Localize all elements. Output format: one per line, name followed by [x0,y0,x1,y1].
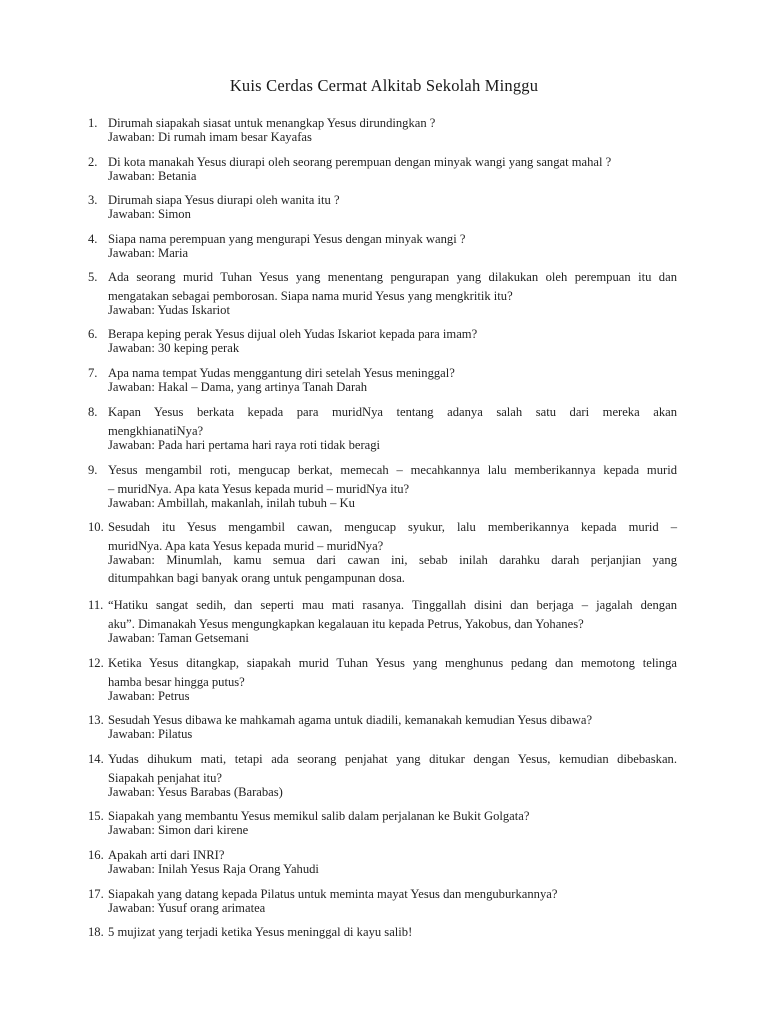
answer-text: Jawaban: Taman Getsemani [108,630,249,645]
question-number: 16. [88,848,104,862]
page-title: Kuis Cerdas Cermat Alkitab Sekolah Minggu [229,76,539,95]
answer-text: Jawaban: Yusuf orang arimatea [108,900,266,915]
answer-text: Jawaban: Ambillah, makanlah, inilah tubuh – Ku [108,495,355,510]
question-number: 12. [88,656,104,670]
question-text: – muridNya. Apa kata Yesus kepada murid – muridNya itu? [108,481,410,496]
answer-text: Jawaban: Yesus Barabas (Barabas) [108,784,283,799]
question-number: 2. [88,155,98,169]
question-item [88,271,677,317]
question-item [88,464,677,510]
question-text: Di kota manakah Yesus diurapi oleh seorang perempuan dengan minyak wangi yang sangat mahal ? [108,155,612,169]
question-number: 3. [88,193,98,207]
answer-text: Jawaban: Petrus [108,688,190,703]
question-text: Yesus mengambil roti, mengucap berkat, memecah – mecahkannya lalu memberikannya kepada murid [108,463,677,477]
answer-text: Jawaban: Hakal – Dama, yang artinya Tanah Darah [108,379,368,394]
question-text: Apa nama tempat Yudas menggantung diri setelah Yesus meninggal? [108,366,455,380]
question-item [88,753,677,799]
question-text: hamba besar hingga putus? [108,674,245,689]
answer-text: Jawaban: Betania [108,168,197,183]
question-item [88,714,677,742]
question-number: 15. [88,809,104,823]
question-text: Ada seorang murid Tuhan Yesus yang menentang pengurapan yang dilakukan oleh perempuan itu dan [108,270,677,284]
question-item [88,657,677,703]
question-number: 6. [88,327,98,341]
answer-text: Jawaban: Minumlah, kamu semua dari cawan ini, sebab inilah darahku darah perjanjian yang [108,552,677,567]
question-text: Berapa keping perak Yesus dijual oleh Yudas Iskariot kepada para imam? [108,327,478,341]
question-number: 14. [88,752,104,766]
question-number: 4. [88,232,98,246]
question-item [88,599,677,645]
question-number: 10. [88,520,104,534]
question-item [88,367,677,395]
question-item [88,888,677,916]
question-number: 13. [88,713,104,727]
answer-text: Jawaban: Simon dari kirene [108,822,249,837]
question-text: “Hatiku sangat sedih, dan seperti mau mati rasanya. Tinggallah disini dan berjaga – jagalah dengan [108,598,677,612]
question-text: Kapan Yesus berkata kepada para muridNya tentang adanya salah satu dari mereka akan [108,405,677,419]
question-text: mengkhianatiNya? [108,423,204,438]
question-text: Sesudah Yesus dibawa ke mahkamah agama untuk diadili, kemanakah kemudian Yesus dibawa? [108,713,593,727]
question-text: Sesudah itu Yesus mengambil cawan, mengucap syukur, lalu memberikannya kepada murid – [108,520,677,534]
question-item [88,521,677,586]
question-text: aku”. Dimanakah Yesus mengungkapkan kegalauan itu kepada Petrus, Yakobus, dan Yohanes? [108,616,584,631]
question-number: 18. [88,925,104,939]
answer-text: Jawaban: Maria [108,245,189,260]
question-number: 11. [88,598,104,612]
answer-text: Jawaban: Simon [108,206,191,221]
question-text: mengatakan sebagai pemborosan. Siapa nama murid Yesus yang mengkritik itu? [108,288,513,303]
question-item [88,328,677,356]
answer-text: Jawaban: Di rumah imam besar Kayafas [108,129,312,144]
question-text: Dirumah siapa Yesus diurapi oleh wanita itu ? [108,193,340,207]
question-item [88,926,677,940]
answer-text: Jawaban: Pada hari pertama hari raya roti tidak beragi [108,437,381,452]
question-number: 5. [88,270,98,284]
question-item [88,233,677,261]
question-number: 1. [88,116,98,130]
question-text: 5 mujizat yang terjadi ketika Yesus meninggal di kayu salib! [108,925,413,939]
question-number: 7. [88,366,98,380]
question-text: Siapakah penjahat itu? [108,770,223,785]
answer-text: Jawaban: Yudas Iskariot [108,302,230,317]
question-text: Siapa nama perempuan yang mengurapi Yesus dengan minyak wangi ? [108,232,466,246]
question-item [88,849,677,877]
question-item [88,117,677,145]
question-item [88,194,677,222]
answer-text: Jawaban: Inilah Yesus Raja Orang Yahudi [108,861,319,876]
question-text: Apakah arti dari INRI? [108,848,225,862]
question-text: Yudas dihukum mati, tetapi ada seorang penjahat yang ditukar dengan Yesus, kemudian dibebaskan. [108,752,677,766]
question-number: 9. [88,463,98,477]
question-number: 17. [88,887,104,901]
question-item [88,156,677,184]
answer-text: Jawaban: Pilatus [108,726,193,741]
question-number: 8. [88,405,98,419]
question-item [88,810,677,838]
question-item [88,406,677,452]
question-text: Dirumah siapakah siasat untuk menangkap Yesus dirundingkan ? [108,116,436,130]
answer-text: ditumpahkan bagi banyak orang untuk pengampunan dosa. [108,571,405,586]
question-text: Siapakah yang membantu Yesus memikul salib dalam perjalanan ke Bukit Golgata? [108,809,530,823]
question-text: muridNya. Apa kata Yesus kepada murid – muridNya? [108,538,384,553]
question-text: Ketika Yesus ditangkap, siapakah murid Tuhan Yesus yang menghunus pedang dan memotong telinga [108,656,677,670]
question-text: Siapakah yang datang kepada Pilatus untuk meminta mayat Yesus dan menguburkannya? [108,887,558,901]
answer-text: Jawaban: 30 keping perak [108,340,240,355]
